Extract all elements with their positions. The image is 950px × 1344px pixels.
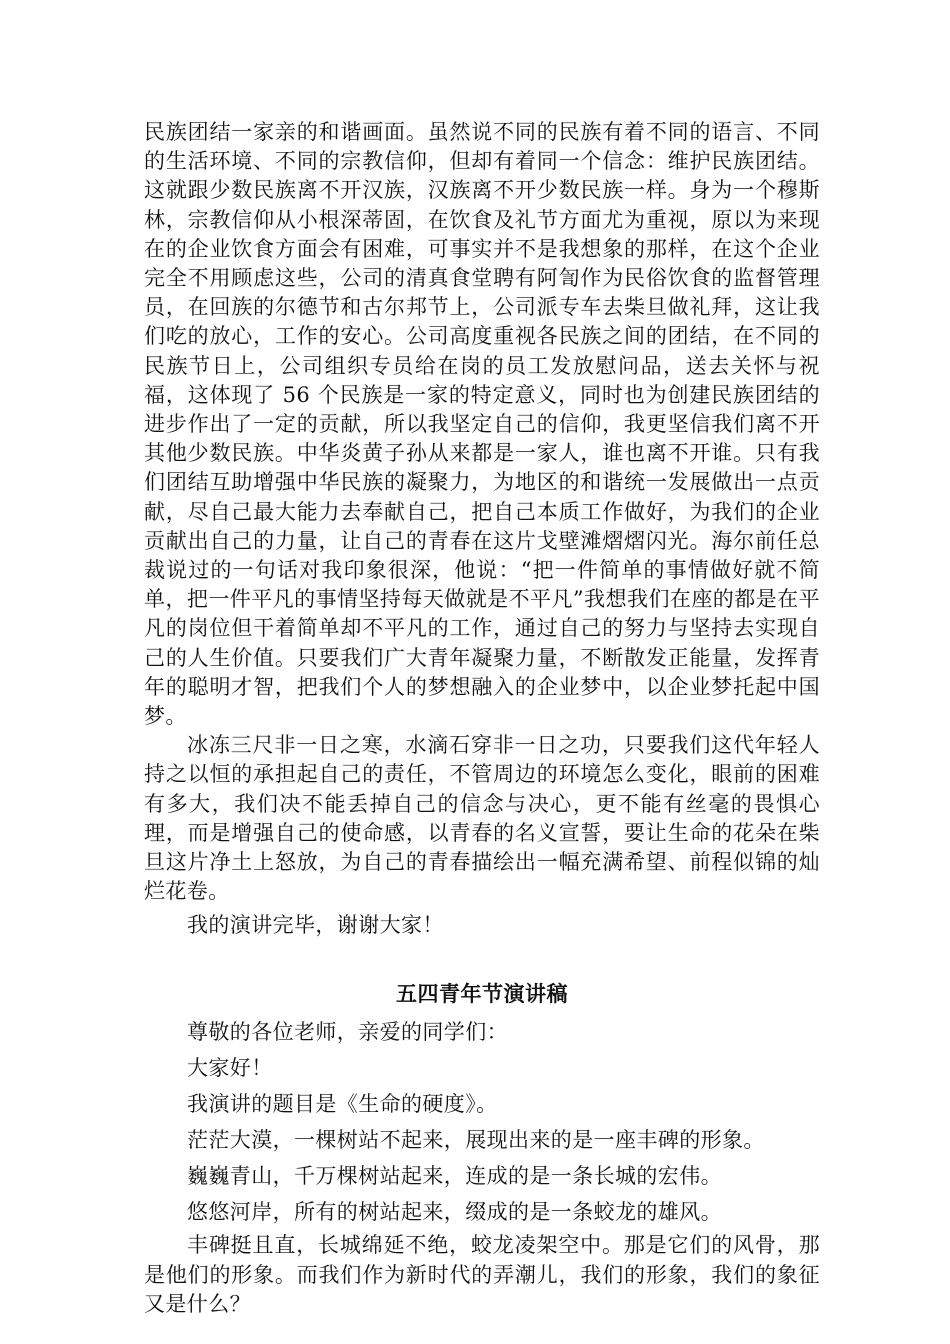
closing-remark: 我的演讲完毕，谢谢大家！ [187, 913, 444, 938]
document-body [144, 118, 820, 1319]
mountain-line: 巍巍青山，千万棵树站起来，连成的是一条长城的宏伟。 [187, 1164, 722, 1189]
body-paragraph-perseverance: 冰冻三尺非一日之寒，水滴石穿非一日之功，只要我们这代年轻人持之以恒的承担起自己的责任，不管周边的环境怎么变化，眼前的困难有多大，我们决不能丢掉自己的信念与决心，更不能有丝毫的畏惧心理，而是增强自己的使命感，以青春的名义宣誓，要让生命的花朵在柴旦这片净土上怒放，为自己的青春描绘出一幅充满希望、前程似锦的灿烂花卷。 [144, 733, 820, 904]
salutation: 尊敬的各位老师，亲爱的同学们： [187, 1020, 508, 1045]
speech-topic: 我演讲的题目是《生命的硬度》。 [187, 1092, 498, 1117]
body-paragraph-symbol: 丰碑挺且直，长城绵延不绝，蛟龙凌架空中。那是它们的风骨，那是他们的形象。而我们作为新时代的弄潮儿，我们的形象，我们的象征又是什么？ [144, 1233, 820, 1316]
greeting: 大家好！ [187, 1056, 273, 1081]
desert-line: 茫茫大漠，一棵树站不起来，展现出来的是一座丰碑的形象。 [187, 1128, 765, 1153]
speech-title: 五四青年节演讲稿 [396, 982, 568, 1007]
body-paragraph-ethnic-unity: 民族团结一家亲的和谐画面。虽然说不同的民族有着不同的语言、不同的生活环境、不同的宗教信仰，但却有着同一个信念：维护民族团结。这就跟少数民族离不开汉族，汉族离不开少数民族一样。身为一个穆斯林，宗教信仰从小根深蒂固，在饮食及礼节方面尤为重视，原以为来现在的企业饮食方面会有困难，可事实并不是我想象的那样，在这个企业完全不用顾虑这些，公司的清真食堂聘有阿訇作为民俗饮食的监督管理员，在回族的尔德节和古尔邦节上，公司派专车去柴旦做礼拜，这让我们吃的放心，工作的安心。公司高度重视各民族之间的团结，在不同的民族节日上，公司组织专员给在岗的员工发放慰问品，送去关怀与祝福，这体现了 56 个民族是一家的特定意义，同时也为创建民族团结的进步作出了一定的贡献，所以我坚定自己的信仰，我更坚信我们离不开其他少数民族。中华炎黄子孙从来都是一家人，谁也离不开谁。只有我们团结互助增强中华民族的凝聚力，为地区的和谐统一发展做出一点贡献，尽自己最大能力去奉献自己，把自己本质工作做好，为我们的企业贡献出自己的力量，让自己的青春在这片戈壁滩熠熠闪光。海尔前任总裁说过的一句话对我印象很深，他说：“把一件简单的事情做好就不简单，把一件平凡的事情坚持每天做就是不平凡”我想我们在座的都是在平凡的岗位但干着简单却不平凡的工作，通过自己的努力与坚持去实现自己的人生价值。只要我们广大青年凝聚力量，不断散发正能量，发挥青年的聪明才智，把我们个人的梦想融入的企业梦中，以企业梦托起中国梦。 [144, 120, 820, 729]
river-line: 悠悠河岸，所有的树站起来，缀成的是一条蛟龙的雄风。 [187, 1200, 722, 1225]
